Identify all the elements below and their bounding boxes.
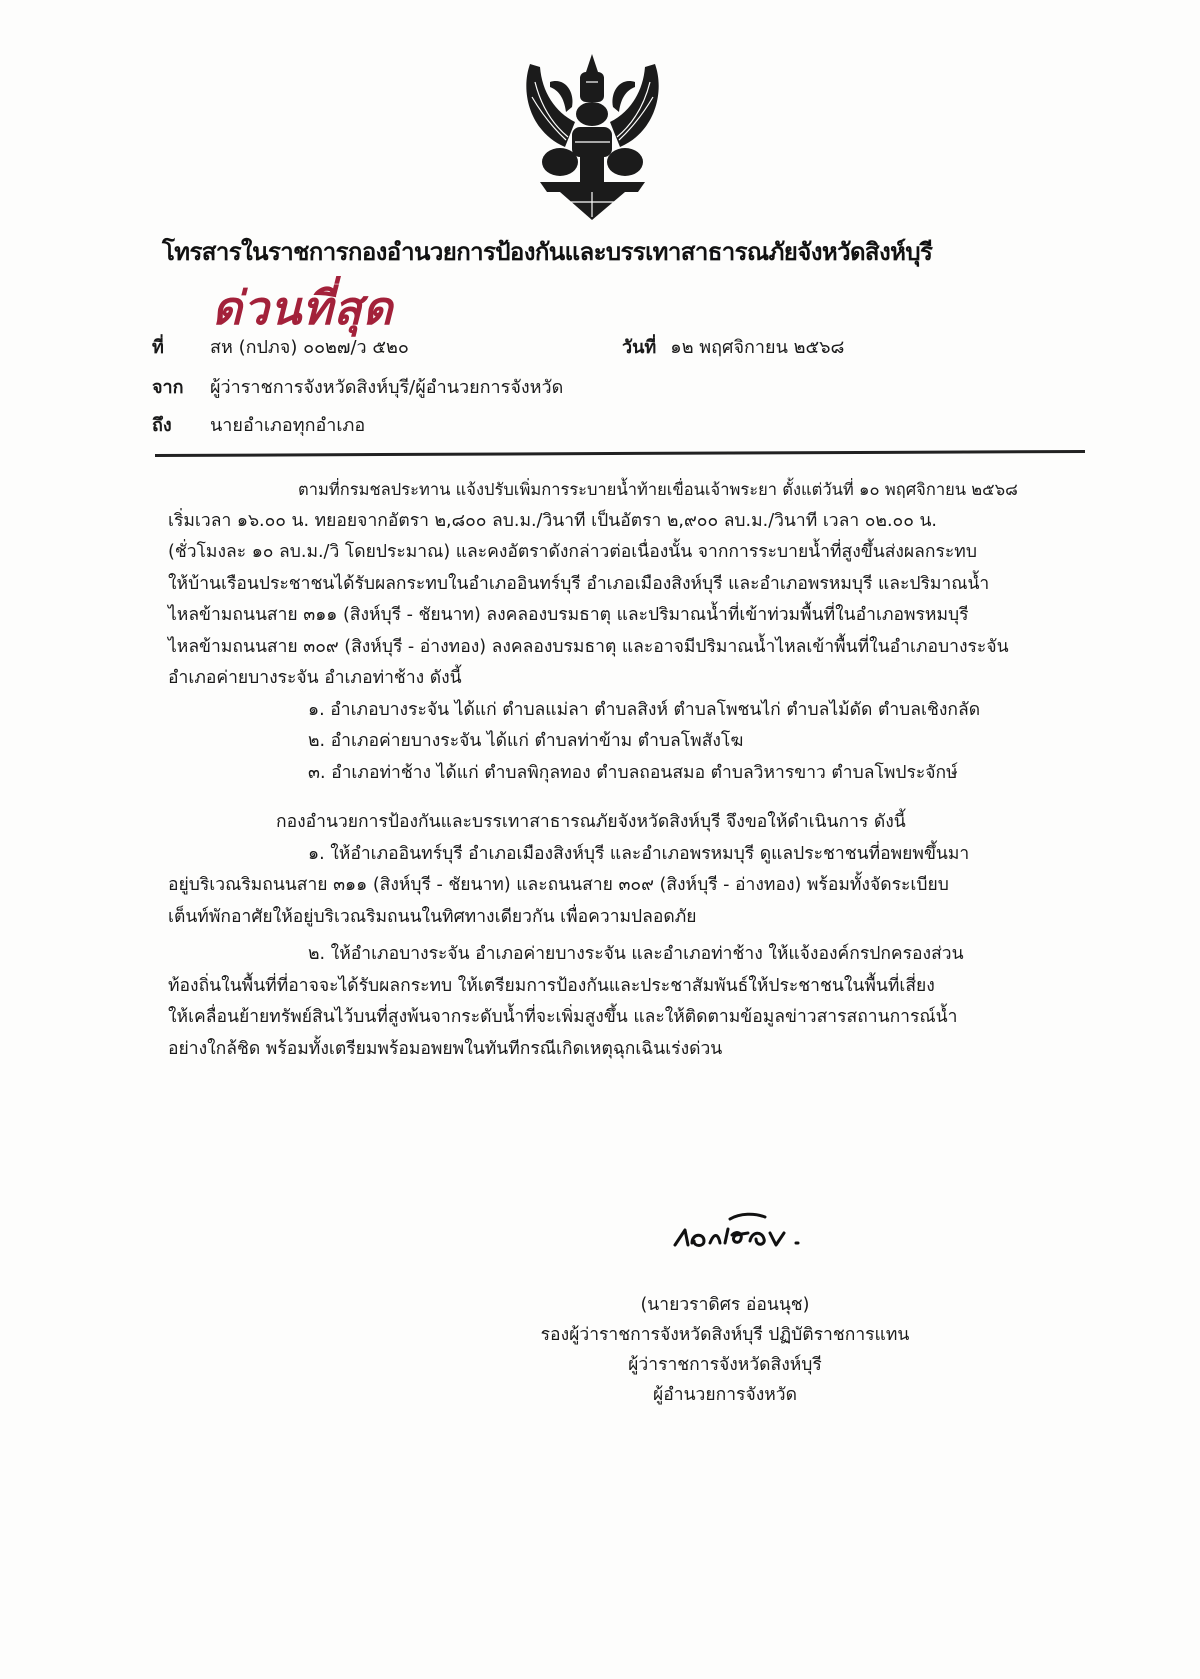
to-label: ถึง [152,415,172,436]
signatory-name: (นายวราดิศร อ่อนนุช) [640,1295,810,1315]
body-line: เริ่มเวลา ๑๖.๐๐ น. ทยอยจากอัตรา ๒,๘๐๐ ลบ.ม./วินาที เป็นอัตรา ๒,๙๐๐ ลบ.ม./วินาที เวลา ๐๒.๐๐ น. [168,510,937,531]
body-line: ๒. ให้อำเภอบางระจัน อำเภอค่ายบางระจัน และอำเภอท่าช้าง ให้แจ้งองค์กรปกครองส่วน [308,944,964,964]
list-item: ๒. อำเภอค่ายบางระจัน ได้แก่ ตำบลท่าข้าม ตำบลโพสังโฆ [308,731,744,751]
body-line: เต็นท์พักอาศัยให้อยู่บริเวณริมถนนในทิศทางเดียวกัน เพื่อความปลอดภัย [168,906,697,927]
signatory-position: ผู้ว่าราชการจังหวัดสิงห์บุรี [628,1355,822,1375]
to-value: นายอำเภอทุกอำเภอ [210,415,366,436]
signatory-position: ผู้อำนวยการจังหวัด [653,1385,797,1405]
signatory-position: รองผู้ว่าราชการจังหวัดสิงห์บุรี ปฏิบัติราชการแทน [540,1325,910,1345]
reference-number [152,332,409,361]
list-item: ๓. อำเภอท่าช้าง ได้แก่ ตำบลพิกุลทอง ตำบลถอนสมอ ตำบลวิหารขาว ตำบลโพประจักษ์ [308,762,958,783]
to-field [152,410,365,439]
from-field [152,372,563,401]
action-intro [168,807,1088,839]
reference-label: ที่ [152,337,164,358]
body-line: อำเภอค่ายบางระจัน อำเภอท่าช้าง ดังนี้ [168,668,462,688]
date-value: ๑๒ พฤศจิกายน ๒๕๖๘ [670,337,845,358]
body-line: อย่างใกล้ชิด พร้อมทั้งเตรียมพร้อมอพยพในทันทีกรณีเกิดเหตุฉุกเฉินเร่งด่วน [168,1038,723,1059]
from-value: ผู้ว่าราชการจังหวัดสิงห์บุรี/ผู้อำนวยการจังหวัด [210,377,564,398]
document-body [168,474,1088,1065]
body-line: อยู่บริเวณริมถนนสาย ๓๑๑ (สิงห์บุรี - ชัยนาท) และถนนสาย ๓๐๙ (สิงห์บุรี - อ่างทอง) พร้อมทั้งจัดระเบียบ [168,875,949,895]
body-line: (ชั่วโมงละ ๑๐ ลบ.ม./วิ โดยประมาณ) และคงอัตราดังกล่าวต่อเนื่องนั้น จากการระบายน้ำที่สูงขึ้นส่งผลกระทบ [168,542,977,562]
action-item-1 [168,839,1088,934]
action-item-2 [168,939,1088,1065]
document-title: โทรสารในราชการกองอำนวยการป้องกันและบรรเทาสาธารณภัยจังหวัดสิงห์บุรี [162,239,933,266]
affected-areas-list [168,695,1088,790]
body-line: ให้เคลื่อนย้ายทรัพย์สินไว้บนที่สูงพ้นจากระดับน้ำที่จะเพิ่มสูงขึ้น และให้ติดตามข้อมูลข่าวสารสถานการณ์น้ำ [168,1007,958,1027]
from-label: จาก [152,377,184,398]
body-line: ๑. ให้อำเภออินทร์บุรี อำเภอเมืองสิงห์บุรี และอำเภอพรหมบุรี ดูแลประชาชนที่อพยพขึ้นมา [308,843,970,864]
body-line: ตามที่กรมชลประทาน แจ้งปรับเพิ่มการระบายน้ำท้ายเขื่อนเจ้าพระยา ตั้งแต่วันที่ ๑๐ พฤศจิกายน ๒๕๖๘ [298,480,1018,499]
body-line: ไหลข้ามถนนสาย ๓๑๑ (สิงห์บุรี - ชัยนาท) ลงคลองบรมธาตุ และปริมาณน้ำที่เข้าท่วมพื้นที่ในอำเภอพรหมบุรี [168,605,969,625]
reference-value: สห (กปภจ) ๐๐๒๗/ว ๕๒๐ [210,337,409,358]
body-line: ให้บ้านเรือนประชาชนได้รับผลกระทบในอำเภออินทร์บุรี อำเภอเมืองสิงห์บุรี และอำเภอพรหมบุรี และปริมาณน้ำ [168,573,990,594]
handwritten-signature [670,1205,810,1255]
body-line: กองอำนวยการป้องกันและบรรเทาสาธารณภัยจังหวัดสิงห์บุรี จึงขอให้ดำเนินการ ดังนี้ [276,812,906,832]
urgency-stamp: ด่วนที่สุด [212,283,394,334]
garuda-emblem-icon [520,52,665,222]
paragraph-background [168,474,1088,695]
date-label: วันที่ [622,337,657,358]
signatory-block [500,1290,950,1410]
header-divider [155,450,1085,457]
list-item: ๑. อำเภอบางระจัน ได้แก่ ตำบลแม่ลา ตำบลสิงห์ ตำบลโพชนไก่ ตำบลไม้ดัด ตำบลเชิงกลัด [308,699,981,720]
body-line: ท้องถิ่นในพื้นที่ที่อาจจะได้รับผลกระทบ ให้เตรียมการป้องกันและประชาสัมพันธ์ให้ประชาชนในพื้นที่เสี่ยง [168,975,935,996]
document-date [622,332,844,361]
body-line: ไหลข้ามถนนสาย ๓๐๙ (สิงห์บุรี - อ่างทอง) ลงคลองบรมธาตุ และอาจมีปริมาณน้ำไหลเข้าพื้นที่ในอำเภอบางระจัน [168,636,1009,657]
